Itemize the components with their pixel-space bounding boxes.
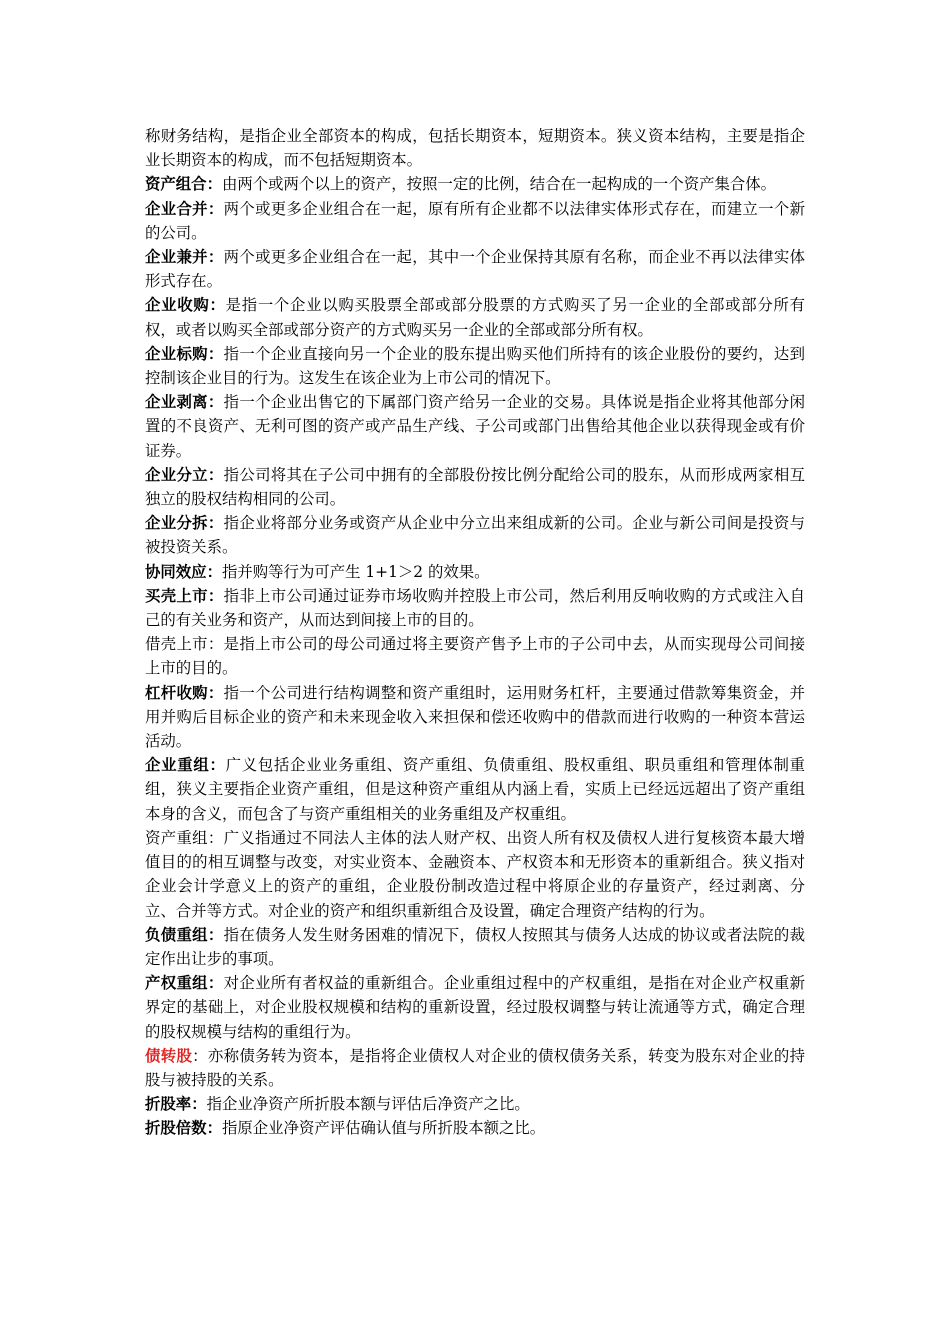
glossary-term: 资产组合 xyxy=(145,175,207,194)
glossary-definition: 指一个公司进行结构调整和资产重组时，运用财务杠杆，主要通过借款筹集资金，并用并购后目标企业的资产和未来现金收入来担保和偿还收购中的借款而进行收购的一种资本营运活动。 xyxy=(145,683,805,751)
term-separator: ： xyxy=(207,974,224,993)
glossary-entry xyxy=(145,1116,805,1140)
glossary-term: 杠杆收购 xyxy=(145,683,208,702)
glossary-entry xyxy=(145,390,805,463)
glossary-entry xyxy=(145,1092,805,1116)
glossary-entry xyxy=(145,971,805,1044)
glossary-entry xyxy=(145,681,805,754)
glossary-term: 企业分拆 xyxy=(145,514,208,533)
glossary-definition: 指并购等行为可产生 1+1＞2 的效果。 xyxy=(221,562,490,581)
glossary-definition: 对企业所有者权益的重新组合。企业重组过程中的产权重组，是指在对企业产权重新界定的基础上，对企业股权规模和结构的重新设置，经过股权调整与转让流通等方式，确定合理的股权规模与结构的重组行为。 xyxy=(145,974,805,1041)
glossary-definition: 广义包括企业业务重组、资产重组、负债重组、股权重组、职员重组和管理体制重组，狭义主要指企业资产重组，但是这种资产重组从内涵上看，实质上已经远远超出了资产重组本身的含义，而包含了与资产重组相关的业务重组及产权重组。 xyxy=(145,756,805,823)
glossary-entry xyxy=(145,293,805,341)
term-separator: ： xyxy=(207,586,224,605)
glossary-list xyxy=(145,172,805,1140)
document-body xyxy=(145,124,805,1141)
glossary-entry xyxy=(145,342,805,390)
term-separator: ： xyxy=(207,514,224,533)
term-separator: ： xyxy=(207,925,224,944)
glossary-entry xyxy=(145,560,805,584)
term-separator: ： xyxy=(207,683,224,702)
glossary-definition: 两个或更多企业组合在一起，原有所有企业都不以法律实体形式存在，而建立一个新的公司。 xyxy=(145,199,805,242)
term-separator: ： xyxy=(207,199,224,218)
term-separator: ： xyxy=(209,756,226,775)
term-separator: ： xyxy=(209,296,226,315)
glossary-term: 企业重组 xyxy=(145,756,210,775)
glossary-term: 协同效应 xyxy=(145,562,207,581)
glossary-entry xyxy=(145,245,805,293)
glossary-entry xyxy=(145,172,805,196)
glossary-entry xyxy=(145,923,805,971)
glossary-entry xyxy=(145,826,805,923)
glossary-entry xyxy=(145,1044,805,1092)
glossary-term: 借壳上市 xyxy=(145,635,208,654)
glossary-definition: 指企业将部分业务或资产从企业中分立出来组成新的公司。企业与新公司间是投资与被投资关系。 xyxy=(145,514,805,557)
intro-paragraph: 称财务结构，是指企业全部资本的构成，包括长期资本，短期资本。狭义资本结构，主要是指企业长期资本的构成，而不包括短期资本。 xyxy=(145,127,805,170)
glossary-definition: 指公司将其在子公司中拥有的全部股份按比例分配给公司的股东，从而形成两家相互独立的股权结构相同的公司。 xyxy=(145,465,805,509)
glossary-term: 企业剥离 xyxy=(145,393,208,412)
term-separator: ： xyxy=(207,828,224,847)
glossary-entry xyxy=(145,511,805,559)
glossary-term: 产权重组 xyxy=(145,974,208,993)
glossary-definition: 亦称债务转为资本，是指将企业债权人对企业的债权债务关系，转变为股东对企业的持股与被持股的关系。 xyxy=(145,1046,805,1089)
glossary-definition: 由两个或两个以上的资产，按照一定的比例，结合在一起构成的一个资产集合体。 xyxy=(221,175,777,194)
glossary-entry xyxy=(145,197,805,245)
term-separator: ： xyxy=(206,175,222,194)
glossary-term: 折股率 xyxy=(145,1095,192,1114)
glossary-term: 资产重组 xyxy=(145,828,208,847)
term-separator: ： xyxy=(207,344,224,363)
term-separator: ： xyxy=(206,1119,222,1138)
glossary-term: 企业收购 xyxy=(145,296,210,315)
glossary-term: 买壳上市 xyxy=(145,586,208,605)
glossary-definition: 指一个企业直接向另一个企业的股东提出购买他们所持有的该企业股份的要约，达到控制该企业目的行为。这发生在该企业为上市公司的情况下。 xyxy=(145,344,805,388)
glossary-definition: 指企业净资产所折股本额与评估后净资产之比。 xyxy=(206,1095,530,1114)
glossary-definition: 指一个企业出售它的下属部门资产给另一企业的交易。具体说是指企业将其他部分闲置的不良资产、无利可图的资产或产品生产线、子公司或部门出售给其他企业以获得现金或有价证券。 xyxy=(145,393,805,460)
glossary-term: 企业分立 xyxy=(145,465,208,484)
glossary-term: 企业兼并 xyxy=(145,248,208,267)
glossary-definition: 指原企业净资产评估确认值与所折股本额之比。 xyxy=(221,1119,546,1138)
term-separator: ： xyxy=(207,393,224,412)
glossary-definition: 是指一个企业以购买股票全部或部分股票的方式购买了另一企业的全部或部分所有权，或者以购买全部或部分资产的方式购买另一企业的全部或部分所有权。 xyxy=(145,296,805,339)
glossary-entry xyxy=(145,632,805,680)
glossary-entry xyxy=(145,463,805,511)
glossary-definition: 是指上市公司的母公司通过将主要资产售予上市的子公司中去，从而实现母公司间接上市的目的。 xyxy=(145,635,805,678)
term-separator: ： xyxy=(207,465,224,484)
term-separator: ： xyxy=(192,1046,208,1065)
glossary-term: 负债重组 xyxy=(145,925,208,944)
glossary-definition: 指非上市公司通过证券市场收购并控股上市公司，然后利用反响收购的方式或注入自己的有关业务和资产，从而达到间接上市的目的。 xyxy=(145,586,805,630)
glossary-entry xyxy=(145,584,805,632)
term-separator: ： xyxy=(207,635,224,654)
glossary-definition: 两个或更多企业组合在一起，其中一个企业保持其原有名称，而企业不再以法律实体形式存在。 xyxy=(145,248,805,291)
glossary-term: 折股倍数 xyxy=(145,1119,207,1138)
term-separator: ： xyxy=(207,248,224,267)
glossary-definition: 广义指通过不同法人主体的法人财产权、出资人所有权及债权人进行复核资本最大增值目的的相互调整与改变，对实业资本、金融资本、产权资本和无形资本的重新组合。狭义指对企业会计学意义上的资产的重组，企业股份制改造过程中将原企业的存量资产，经过剥离、分立、合并等方式。对企业的资产和组织重新组合及设置，确定合理资产结构的行为。 xyxy=(145,828,805,920)
glossary-term: 企业合并 xyxy=(145,199,208,218)
glossary-term: 企业标购 xyxy=(145,344,208,363)
glossary-definition: 指在债务人发生财务困难的情况下，债权人按照其与债务人达成的协议或者法院的裁定作出让步的事项。 xyxy=(145,925,805,968)
glossary-entry xyxy=(145,753,805,826)
term-separator: ： xyxy=(206,562,222,581)
term-separator: ： xyxy=(191,1095,207,1114)
glossary-term: 债转股 xyxy=(145,1046,193,1065)
